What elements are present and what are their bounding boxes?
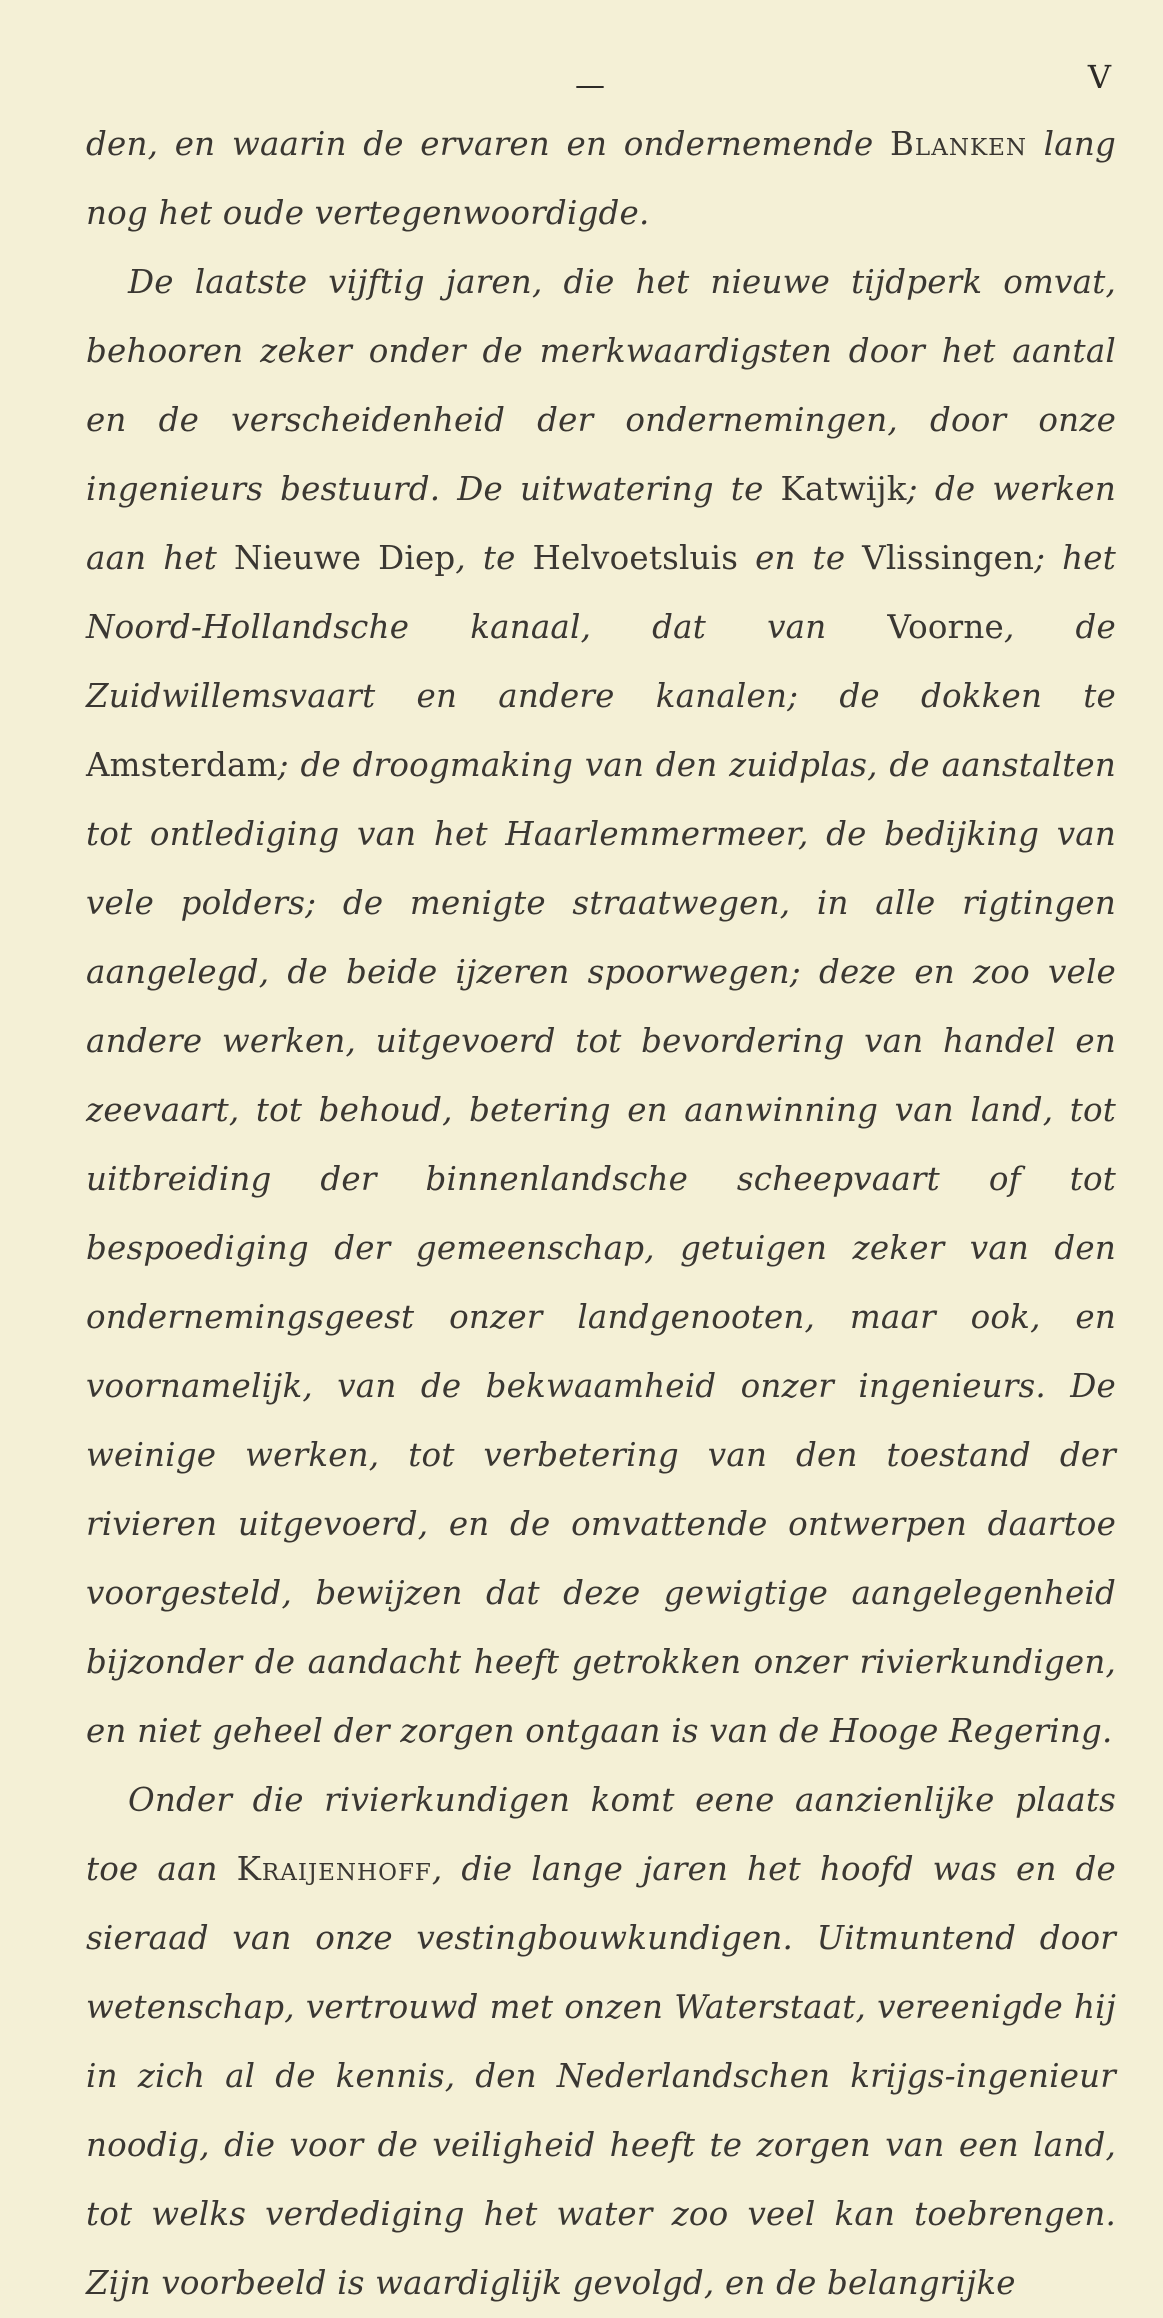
text-segment: De laatste vijftig jaren, die het nieuwe tijdperk omvat, behooren zeker onder de merkwaardigsten door het aantal en de verscheidenheid der ondernemingen, door onze ingenieurs bestuurd. De uitwatering te: [86, 263, 1116, 508]
text-segment: den, en waarin de ervaren en ondernemende: [86, 125, 891, 163]
place-helvoetsluis: Helvoetsluis: [532, 539, 739, 577]
name-kraijenhoff: Kraijenhoff: [236, 1850, 432, 1888]
text-segment: Onder die rivierkundigen komt eene aanzienlijke plaats toe aan: [86, 1781, 1116, 1888]
paragraph-1: [86, 110, 1116, 248]
header-dash: —: [575, 68, 605, 103]
place-nieuwe-diep: Nieuwe Diep: [233, 539, 456, 577]
name-blanken: Blanken: [890, 125, 1028, 163]
text-segment: lang nog het oude vertegenwoordigde.: [86, 125, 1116, 232]
text-segment: , de Zuidwillemsvaart en andere kanalen; de dokken te: [86, 608, 1116, 715]
place-vlissingen: Vlissingen: [862, 539, 1035, 577]
place-amsterdam: Amsterdam: [86, 746, 278, 784]
text-segment: ; de droogmaking van den zuidplas, de aanstalten tot ontlediging van het Haarlemmermeer, de bedijking van vele polders; de menigte straatwegen, in alle rigtingen aangelegd, de beide ijzeren spoorwegen; deze en zoo vele andere werken, uitgevoerd tot bevordering van handel en zeevaart, tot behoud, betering en aanwinning van land, tot uitbreiding der binnenlandsche scheepvaart of tot bespoediging der gemeenschap, getuigen zeker van den ondernemingsgeest onzer landgenooten, maar ook, en voornamelijk, van de bekwaamheid onzer ingenieurs. De weinige werken, tot verbetering van den toestand der rivieren uitgevoerd, en de omvattende ontwerpen daartoe voorgesteld, bewijzen dat deze gewigtige aangelegenheid bijzonder de aandacht heeft getrokken onzer rivierkundigen, en niet geheel der zorgen ontgaan is van de Hooge Regering.: [86, 746, 1116, 1750]
text-segment: , te: [455, 539, 533, 577]
paragraph-3: [86, 1766, 1116, 2318]
text-segment: ; de werken aan het: [86, 470, 1116, 577]
text-segment: en te: [738, 539, 863, 577]
page-header: [0, 58, 1163, 103]
text-segment: , die lange jaren het hoofd was en de sieraad van onze vestingbouwkundigen. Uitmuntend door wetenschap, vertrouwd met onzen Waterstaat, vereenigde hij in zich al de kennis, den Nederlandschen krijgs-ingenieur noodig, die voor de veiligheid heeft te zorgen van een land, tot welks verdediging het water zoo veel kan toebrengen. Zijn voorbeeld is waardiglijk gevolgd, en de belangrijke: [86, 1850, 1116, 2302]
text-segment: ; het Noord-Hollandsche kanaal, dat van: [86, 539, 1116, 646]
paragraph-2: [86, 248, 1116, 1766]
body-text: [86, 110, 1116, 2318]
place-voorne: Voorne: [887, 608, 1004, 646]
page-number: V: [1087, 58, 1111, 96]
place-katwijk: Katwijk: [780, 470, 907, 508]
